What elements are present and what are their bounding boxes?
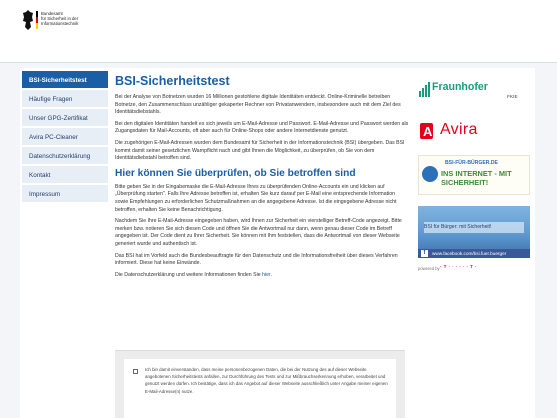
flag-stripe-gold	[36, 23, 38, 29]
sidebar-item-gpg-zertifikat[interactable]: Unser GPG-Zertifikat	[22, 109, 108, 128]
privacy-text: Die Datenschutzerklärung und weitere Informationen finden Sie	[115, 271, 263, 278]
sidebar-item-bsi-sicherheitstest[interactable]: BSI-Sicherheitstest	[22, 71, 108, 90]
sidebar-item-haeufige-fragen[interactable]: Häufige Fragen	[22, 90, 108, 109]
banner-domain: BSI-FÜR-BÜRGER.DE	[445, 160, 498, 166]
telekom-logo[interactable]: · T · · · · · · T ·	[440, 264, 477, 269]
consent-panel	[124, 359, 396, 418]
avira-logo[interactable]	[418, 120, 530, 146]
sidebar-item-avira-pc-cleaner[interactable]: Avira PC-Cleaner	[22, 128, 108, 147]
privacy-text-end: .	[270, 271, 272, 278]
privacy-authority-paragraph: Das BSI hat im Vorfeld auch die Bundesbeauftragte für den Datenschutz und die Informationsfreiheit über dieses Verfahren informiert. Diese hat keine Einwände.	[115, 252, 398, 267]
facebook-banner[interactable]	[418, 206, 530, 258]
section-heading: Hier können Sie überprüfen, ob Sie betroffen sind	[115, 167, 356, 179]
bsi-logo-text[interactable]	[41, 11, 101, 27]
privacy-link[interactable]: hier	[262, 271, 271, 278]
bsi-fuer-buerger-banner[interactable]	[418, 155, 530, 195]
intro-paragraph: Bei der Analyse von Botnetzen wurden 16 Millionen gestohlene digitale Identitäten entdeckt. Online-Kriminelle betreiben Botnetze, den Zusammenschluss unzähliger gekaperter Rechner von Privatanwendern, insbesondere auch mit dem Ziel des Identitätsdiebstahls.	[115, 94, 401, 116]
sidebar-item-impressum[interactable]: Impressum	[22, 185, 108, 204]
logo-line: Bundesamt	[41, 11, 63, 16]
avira-mark-letter: A	[423, 124, 433, 139]
avira-name: Avira	[440, 121, 478, 138]
federal-eagle-icon	[22, 9, 34, 31]
logo-line: Informationstechnik	[41, 21, 79, 27]
sidebar-item-datenschutzerklaerung[interactable]: Datenschutzerklärung	[22, 147, 108, 166]
facebook-icon: f	[421, 250, 428, 257]
consent-text: Ich bin damit einverstanden, dass meine personenbezogenen Daten, die bei der Nutzung des auf dieser Webseite angebotenen Sicherheitstests anfallen, zur Durchführung des Tests und zur Mißbrauchserkennung erhoben, verarbeitet und genutzt werden dürfen. Ich bestätige, dass ich das Angebot auf dieser Webseite ausschließlich unter Angabe meiner eigenen E-Mail-Adresse(n) nutze.	[145, 367, 388, 394]
fraunhofer-logo[interactable]	[418, 75, 530, 103]
fraunhofer-mark-icon	[419, 82, 430, 97]
test-form-container	[115, 350, 405, 418]
code-paragraph: Nachdem Sie Ihre E-Mail-Adresse eingegeben haben, wird Ihnen zur Sicherheit ein vierstelliger Betreff-Code angezeigt. Bitte merken bzw. notieren Sie sich diesen Code und öffnen Sie die Antwortmail nur dann, wenn genau dieser Code im Betreff angegeben ist. Der Code dient zu Ihrer Sicherheit. Sie können mit Ihm feststellen, dass die Antwortmail von dieser Webseite generiert wurde und authentisch ist.	[115, 218, 402, 247]
consent-row	[133, 366, 389, 395]
sidebar-item-kontakt[interactable]: Kontakt	[22, 166, 108, 185]
main-content	[115, 74, 409, 283]
german-flag-icon	[36, 11, 38, 29]
facebook-banner-label: BSI für Bürger: mit Sicherheit!	[424, 224, 492, 230]
fraunhofer-name: Fraunhofer	[432, 81, 488, 93]
bsi-buerger-badge-icon	[422, 166, 438, 182]
site-header	[0, 0, 557, 62]
fraunhofer-institute: FKIE	[507, 95, 518, 100]
identities-paragraph: Bei den digitalen Identitäten handelt es sich jeweils um E-Mail-Adresse und Passwort. E-Mail-Adresse und Passwort werden als Zugangsdaten für Mail-Accounts, oft aber auch für Online-Shops oder andere Internetdienste genutzt.	[115, 120, 409, 135]
page-title: BSI-Sicherheitstest	[115, 74, 230, 88]
avira-mark-icon	[420, 123, 433, 139]
banner-slogan: INS INTERNET - MIT SICHERHEIT!	[441, 169, 512, 187]
consent-checkbox[interactable]	[133, 369, 138, 374]
logo-line: für Sicherheit in der	[41, 16, 79, 22]
sidebar-nav	[22, 71, 108, 204]
powered-by-label: powered by	[418, 266, 440, 271]
facebook-url: www.facebook.com/bsi.fuer.buerger	[418, 249, 530, 258]
privacy-link-paragraph	[115, 272, 409, 280]
instructions-paragraph: Bitte geben Sie in der Eingabemaske die E-Mail-Adresse Ihres zu überprüfenden Online-Accounts ein und klicken auf „Überprüfung starten". Falls Ihre Adresse betroffen ist, erhalten Sie kurz darauf per E-Mail eine entsprechende Information sowie Empfehlungen zu erforderlichen Schutzmaßnahmen an die angegebene Adresse. Ist die eingegebene Adresse nicht betroffen, erhalten Sie keine Benachrichtigung.	[115, 183, 397, 213]
bsi-paragraph: Die zugehörigen E-Mail-Adressen wurden dem Bundesamt für Sicherheit in der Informationstechnik (BSI) übergeben. Das BSI kommt damit seiner gesetzlichen Warnpflicht nach und gibt Ihnen die Möglichkeit, zu überprüfen, ob Sie von dem Identitätsdiebstahl betroffen sind.	[115, 139, 405, 162]
